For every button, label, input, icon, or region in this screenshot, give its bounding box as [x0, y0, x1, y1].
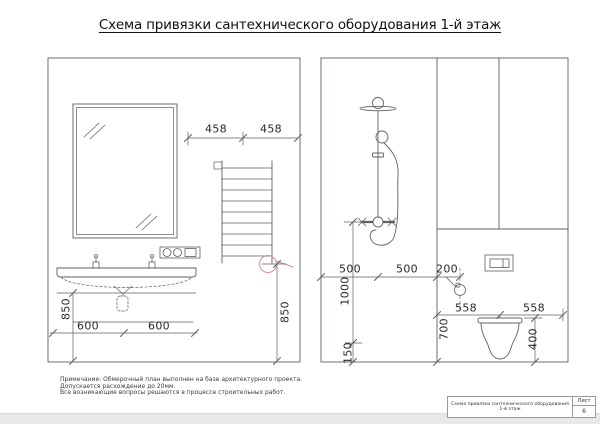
dim-label-850-sink: 850	[59, 298, 73, 320]
mirror-glass-hatch	[84, 123, 157, 230]
dim-label-458-left: 458	[205, 122, 227, 136]
dim-label-700: 700	[437, 318, 451, 340]
dim-label-458-right: 458	[260, 122, 282, 136]
mirror	[73, 104, 177, 238]
drawing-notes	[60, 377, 302, 397]
shower-column	[358, 98, 398, 246]
title-block	[447, 396, 596, 418]
faucet-left	[93, 254, 99, 268]
title-block-doc-title: Схема привязки сантехнического оборудования 1-й этаж	[451, 402, 569, 412]
dim-label-1000: 1000	[338, 276, 352, 306]
flush-plate	[485, 255, 513, 271]
dim-line-458	[185, 132, 302, 145]
drain-trap	[114, 286, 132, 311]
note-line-1: Примечание: Обмерочный план выполнен на базе архитектурного проекта.	[60, 376, 303, 383]
dim-label-558-right: 558	[523, 301, 545, 315]
heated-towel-rail	[214, 161, 272, 263]
sheet-number: 6	[582, 408, 586, 415]
right-wall-outline	[321, 58, 568, 362]
dim-label-558-left: 558	[455, 301, 477, 315]
dim-label-400: 400	[526, 328, 540, 350]
dim-label-200: 200	[436, 262, 458, 276]
basin-dashed-outline	[61, 277, 192, 288]
note-line-3: Все возникающие вопросы решаются в процессе строительных работ.	[60, 389, 286, 397]
note-line-2: Допускается расхождение до 20мм.	[60, 382, 176, 390]
dim-label-600-left: 600	[77, 319, 99, 333]
wall-hung-toilet	[478, 318, 522, 359]
title-block-sheet-cell	[572, 397, 595, 417]
faucet-right	[149, 254, 155, 268]
dim-line-558	[434, 309, 567, 321]
page-title: Схема привязки сантехнического оборудования 1-й этаж	[98, 17, 502, 33]
shower-hose	[370, 143, 398, 245]
dim-label-500-right: 500	[396, 262, 418, 276]
dim-line-600	[50, 330, 199, 337]
dim-label-850-towel: 850	[278, 301, 292, 323]
dim-label-150: 150	[341, 342, 355, 364]
dim-label-500-left: 500	[339, 262, 361, 276]
dim-label-600-right: 600	[148, 319, 170, 333]
wall-partition-lines	[437, 58, 568, 362]
washbasin	[57, 254, 196, 311]
socket-outlets	[160, 247, 200, 258]
sheet-label: Лист	[573, 397, 595, 406]
